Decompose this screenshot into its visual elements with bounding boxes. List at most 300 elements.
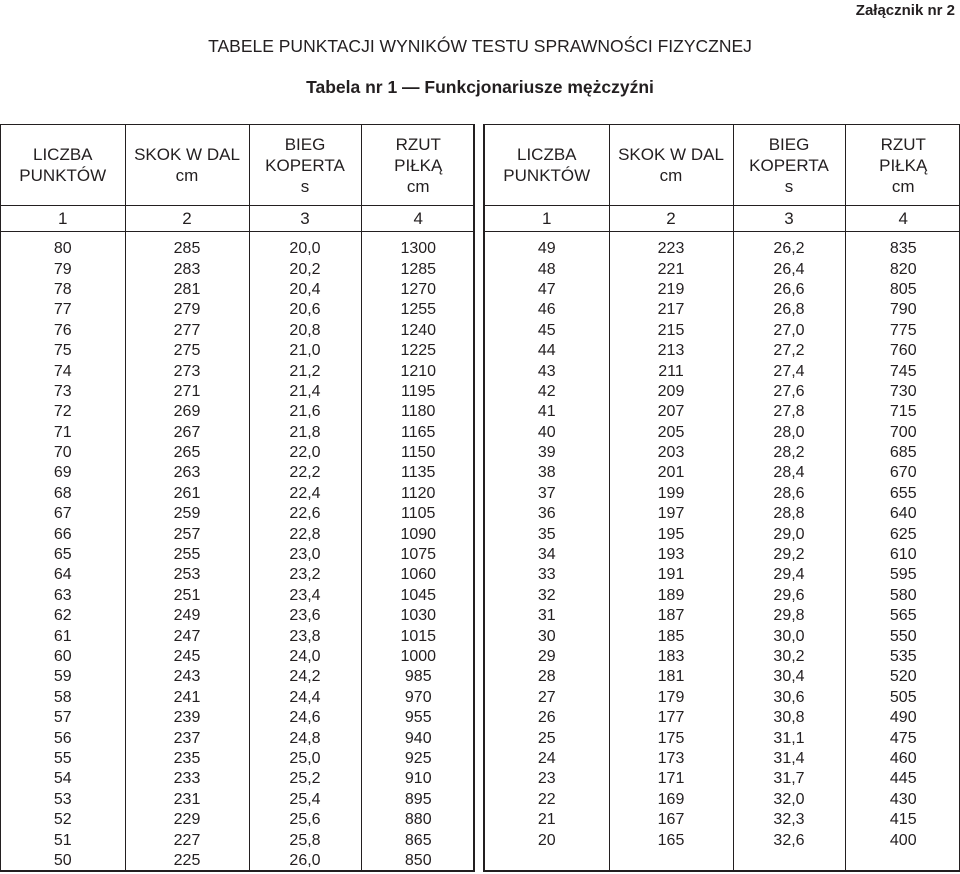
table-cell: 42	[485, 382, 609, 402]
table-row	[1, 790, 475, 810]
column-header-line: KOPERTA	[265, 155, 345, 175]
table-cell: 715	[889, 403, 917, 421]
table-cell: 247	[125, 626, 249, 646]
table-cell: 1255	[400, 301, 437, 319]
table-cell: 1075	[400, 546, 437, 564]
table-row	[1, 341, 475, 361]
score-table	[485, 125, 960, 871]
table-cell: 505	[889, 688, 917, 706]
table-cell: 31,4	[733, 749, 845, 769]
table-cell: 790	[889, 301, 917, 319]
table-cell: 20,4	[249, 280, 361, 300]
table-cell: 75	[1, 341, 125, 361]
table-cell: 29,0	[733, 524, 845, 544]
header-row	[1, 125, 475, 206]
annex-label: Załącznik nr 2	[855, 2, 955, 19]
table-cell: 20,0	[249, 239, 361, 259]
table-row	[485, 830, 960, 850]
table-cell: 23,6	[249, 606, 361, 626]
table-row	[1, 769, 475, 789]
table-cell: 237	[125, 728, 249, 748]
table-cell: 68	[1, 484, 125, 504]
table-cell: 185	[609, 626, 733, 646]
table-row	[485, 280, 960, 300]
table-row	[485, 300, 960, 320]
table-row	[1, 259, 475, 279]
table-cell: 59	[1, 667, 125, 687]
table-cell: 271	[125, 382, 249, 402]
table-cell: 655	[889, 484, 917, 502]
column-header-line: RZUT	[395, 134, 441, 154]
table-cell: 30	[485, 626, 609, 646]
table-subtitle: Tabela nr 1 — Funkcjonariusze mężczyźni	[306, 77, 654, 97]
table-cell: 700	[889, 423, 917, 441]
table-cell: 565	[889, 607, 917, 625]
column-header-line: SKOK W DAL	[134, 145, 240, 164]
table-cell: 229	[125, 810, 249, 830]
table-cell: 207	[609, 402, 733, 422]
column-header-line: PIŁKĄ	[879, 155, 928, 175]
column-header-line: cm	[406, 176, 430, 196]
table-cell: 1300	[400, 240, 437, 258]
table-cell: 179	[609, 688, 733, 708]
table-cell: 20,6	[249, 300, 361, 320]
table-cell: 279	[125, 300, 249, 320]
column-header-line: SKOK W DAL	[618, 145, 724, 164]
table-cell: 181	[609, 667, 733, 687]
table-cell: 169	[609, 790, 733, 810]
table-cell: 925	[404, 749, 432, 767]
table-cell: 445	[889, 770, 917, 788]
table-cell: 265	[125, 443, 249, 463]
table-cell: 535	[889, 648, 917, 665]
table-cell: 239	[125, 708, 249, 728]
table-cell: 850	[404, 851, 432, 869]
table-cell: 27,6	[733, 382, 845, 402]
table-cell: 1195	[401, 382, 436, 400]
table-cell: 209	[609, 382, 733, 402]
table-cell: 189	[609, 586, 733, 606]
table-cell: 50	[1, 851, 125, 871]
column-number: 4	[361, 206, 475, 232]
table-cell: 490	[889, 709, 917, 727]
table-cell: 28,8	[733, 504, 845, 524]
table-cell: 53	[1, 790, 125, 810]
column-header-line: cm	[175, 166, 199, 185]
table-row	[485, 769, 960, 789]
column-header	[733, 125, 845, 206]
table-cell: 23,0	[249, 545, 361, 565]
table-cell: 76	[1, 321, 125, 341]
table-cell: 58	[1, 688, 125, 708]
table-cell: 67	[1, 504, 125, 524]
score-table-right	[484, 124, 960, 872]
table-cell: 940	[404, 729, 432, 747]
table-cell: 263	[125, 463, 249, 483]
table-cell: 197	[609, 504, 733, 524]
table-cell: 28	[485, 667, 609, 687]
table-cell: 25,2	[249, 769, 361, 789]
table-cell: 24,6	[249, 708, 361, 728]
column-number: 3	[249, 206, 361, 232]
table-cell: 243	[125, 667, 249, 687]
table-cell: 61	[1, 626, 125, 646]
table-cell: 31,7	[733, 769, 845, 789]
table-row	[485, 545, 960, 565]
column-header	[125, 125, 249, 206]
table-cell: 46	[485, 300, 609, 320]
table-cell: 267	[125, 423, 249, 443]
table-row	[1, 463, 475, 483]
column-header-line: s	[784, 176, 794, 196]
table-cell: 31	[485, 606, 609, 626]
table-cell: 29,2	[733, 545, 845, 565]
table-cell: 25	[485, 728, 609, 748]
column-header-line: RZUT	[880, 134, 926, 154]
table-row	[485, 565, 960, 585]
table-cell: 985	[404, 668, 432, 686]
table-cell: 60	[1, 647, 125, 667]
score-table	[1, 125, 475, 871]
table-cell: 1210	[400, 362, 437, 380]
table-cell: 415	[889, 811, 917, 829]
table-row	[1, 361, 475, 381]
table-cell: 231	[125, 790, 249, 810]
column-number: 2	[609, 206, 733, 232]
column-header-line: LICZBA	[32, 145, 93, 164]
table-cell: 69	[1, 463, 125, 483]
table-row	[485, 463, 960, 483]
table-row	[485, 259, 960, 279]
table-cell: 22,4	[249, 484, 361, 504]
table-cell: 28,0	[733, 423, 845, 443]
table-cell: 25,4	[249, 790, 361, 810]
table-cell: 73	[1, 382, 125, 402]
table-cell: 685	[889, 444, 917, 462]
table-cell: 22,2	[249, 463, 361, 483]
table-cell: 21,2	[249, 361, 361, 381]
table-cell: 1180	[401, 403, 436, 421]
table-cell: 211	[609, 361, 733, 381]
table-cell: 30,6	[733, 688, 845, 708]
table-cell: 21,8	[249, 423, 361, 443]
table-cell: 30,2	[733, 647, 845, 667]
table-row	[1, 280, 475, 300]
table-cell: 745	[889, 362, 917, 380]
table-cell: 24,0	[249, 647, 361, 667]
table-cell: 29,8	[733, 606, 845, 626]
table-cell: 1045	[400, 586, 437, 604]
table-cell: 760	[889, 342, 917, 360]
table-cell: 29	[485, 647, 609, 667]
table-cell: 64	[1, 565, 125, 585]
column-header	[845, 125, 960, 206]
table-row	[485, 749, 960, 769]
table-row	[1, 830, 475, 850]
table-cell: 199	[609, 484, 733, 504]
table-cell: 26,8	[733, 300, 845, 320]
table-cell: 23,4	[249, 586, 361, 606]
table-row	[1, 423, 475, 443]
table-cell: 1120	[401, 484, 436, 502]
column-header-line: BIEG	[284, 134, 326, 154]
table-cell: 78	[1, 280, 125, 300]
table-row	[1, 626, 475, 646]
table-cell: 24,4	[249, 688, 361, 708]
table-cell: 400	[889, 831, 917, 849]
score-tables	[0, 124, 960, 872]
table-row	[1, 321, 475, 341]
table-cell: 27,8	[733, 402, 845, 422]
table-cell: 171	[609, 769, 733, 789]
table-cell: 195	[609, 524, 733, 544]
table-cell: 1285	[400, 260, 437, 278]
table-cell: 27,0	[733, 321, 845, 341]
table-cell: 21	[485, 810, 609, 830]
table-cell: 28,4	[733, 463, 845, 483]
table-cell: 730	[889, 382, 917, 400]
table-cell: 26,0	[249, 851, 361, 871]
table-cell: 1240	[400, 321, 437, 339]
table-cell: 41	[485, 402, 609, 422]
table-row	[1, 300, 475, 320]
table-cell: 30,8	[733, 708, 845, 728]
table-row	[485, 728, 960, 748]
table-cell: 175	[609, 728, 733, 748]
table-cell: 1015	[400, 627, 437, 645]
table-separator	[474, 124, 484, 872]
column-header-line: PUNKTÓW	[503, 166, 591, 185]
column-header-line: s	[300, 176, 310, 196]
table-cell: 1150	[401, 444, 436, 462]
table-row	[485, 484, 960, 504]
table-cell: 45	[485, 321, 609, 341]
table-cell: 25,6	[249, 810, 361, 830]
table-row	[1, 484, 475, 504]
table-cell: 71	[1, 423, 125, 443]
table-cell: 227	[125, 830, 249, 850]
table-cell: 1000	[400, 648, 437, 665]
table-cell: 241	[125, 688, 249, 708]
column-header-line: KOPERTA	[749, 155, 829, 175]
table-row	[485, 504, 960, 524]
table-row	[1, 565, 475, 585]
table-cell: 219	[609, 280, 733, 300]
table-row	[485, 586, 960, 606]
table-cell: 257	[125, 524, 249, 544]
table-row	[485, 239, 960, 259]
table-cell: 34	[485, 545, 609, 565]
table-cell: 63	[1, 586, 125, 606]
column-header-line: PIŁKĄ	[394, 155, 443, 175]
table-cell: 475	[889, 729, 917, 747]
table-cell: 35	[485, 524, 609, 544]
table-row	[485, 667, 960, 687]
table-row	[485, 443, 960, 463]
column-header-line: LICZBA	[516, 145, 577, 164]
table-cell: 640	[889, 505, 917, 523]
column-header-line: cm	[891, 176, 915, 196]
table-cell: 201	[609, 463, 733, 483]
table-cell: 269	[125, 402, 249, 422]
table-cell: 625	[889, 525, 917, 543]
table-row	[485, 708, 960, 728]
table-cell: 217	[609, 300, 733, 320]
table-cell: 32,0	[733, 790, 845, 810]
table-cell: 249	[125, 606, 249, 626]
table-row	[485, 606, 960, 626]
table-row	[485, 361, 960, 381]
table-row	[485, 341, 960, 361]
column-number-row	[485, 206, 960, 232]
table-cell: 275	[125, 341, 249, 361]
table-cell: 77	[1, 300, 125, 320]
table-cell: 20	[485, 830, 609, 850]
table-cell: 27,2	[733, 341, 845, 361]
table-cell: 1105	[401, 505, 436, 523]
table-cell: 80	[1, 239, 125, 259]
table-cell: 62	[1, 606, 125, 626]
table-cell: 225	[125, 851, 249, 871]
table-cell: 26,4	[733, 259, 845, 279]
column-number: 1	[1, 206, 125, 232]
table-cell: 233	[125, 769, 249, 789]
table-cell: 72	[1, 402, 125, 422]
table-cell: 44	[485, 341, 609, 361]
table-cell: 31,1	[733, 728, 845, 748]
table-cell: 167	[609, 810, 733, 830]
table-cell: 48	[485, 259, 609, 279]
table-cell: 22,6	[249, 504, 361, 524]
table-cell: 28,2	[733, 443, 845, 463]
column-number: 4	[845, 206, 960, 232]
table-cell: 21,4	[249, 382, 361, 402]
table-cell: 55	[1, 749, 125, 769]
table-cell: 213	[609, 341, 733, 361]
table-cell: 66	[1, 524, 125, 544]
table-cell: 820	[889, 260, 917, 278]
table-cell: 173	[609, 749, 733, 769]
table-cell: 255	[125, 545, 249, 565]
table-cell: 24	[485, 749, 609, 769]
table-cell: 187	[609, 606, 733, 626]
table-cell: 177	[609, 708, 733, 728]
table-cell: 49	[485, 239, 609, 259]
table-cell: 37	[485, 484, 609, 504]
table-cell: 251	[125, 586, 249, 606]
table-cell: 595	[889, 566, 917, 584]
table-cell: 285	[125, 239, 249, 259]
table-cell: 70	[1, 443, 125, 463]
table-cell: 805	[889, 280, 917, 298]
header-row	[485, 125, 960, 206]
table-cell: 245	[125, 647, 249, 667]
column-number-row	[1, 206, 475, 232]
table-cell: 1090	[400, 525, 437, 543]
column-header	[361, 125, 475, 206]
column-number: 3	[733, 206, 845, 232]
table-cell: 30,4	[733, 667, 845, 687]
table-row	[485, 647, 960, 667]
table-cell: 203	[609, 443, 733, 463]
column-number: 2	[125, 206, 249, 232]
table-cell: 22,0	[249, 443, 361, 463]
table-row	[485, 790, 960, 810]
table-cell: 835	[889, 240, 917, 258]
table-cell: 1165	[401, 423, 436, 441]
table-row	[485, 626, 960, 646]
table-cell: 1060	[400, 566, 437, 584]
table-cell: 25,0	[249, 749, 361, 769]
table-row	[1, 545, 475, 565]
table-cell: 21,0	[249, 341, 361, 361]
table-cell: 215	[609, 321, 733, 341]
table-cell: 277	[125, 321, 249, 341]
table-cell: 27,4	[733, 361, 845, 381]
table-row	[1, 749, 475, 769]
table-cell: 775	[889, 321, 917, 339]
table-cell: 23	[485, 769, 609, 789]
table-row	[1, 647, 475, 667]
table-cell: 1030	[400, 607, 437, 625]
table-cell: 221	[609, 259, 733, 279]
table-cell: 261	[125, 484, 249, 504]
table-cell: 610	[889, 546, 917, 564]
table-cell: 26	[485, 708, 609, 728]
table-cell: 26,6	[733, 280, 845, 300]
score-table-left	[0, 124, 474, 872]
table-cell: 20,8	[249, 321, 361, 341]
table-cell: 36	[485, 504, 609, 524]
table-row	[485, 524, 960, 544]
table-row	[485, 402, 960, 422]
table-cell: 205	[609, 423, 733, 443]
table-cell: 880	[404, 811, 432, 829]
table-cell: 79	[1, 259, 125, 279]
table-cell: 30,0	[733, 626, 845, 646]
table-cell: 65	[1, 545, 125, 565]
table-cell: 32	[485, 586, 609, 606]
table-cell: 32,3	[733, 810, 845, 830]
table-cell: 273	[125, 361, 249, 381]
table-cell: 550	[889, 627, 917, 645]
column-header-line: BIEG	[768, 134, 810, 154]
table-cell: 223	[609, 239, 733, 259]
table-row	[485, 688, 960, 708]
table-row	[1, 708, 475, 728]
table-cell: 33	[485, 565, 609, 585]
table-row	[1, 606, 475, 626]
table-row	[485, 810, 960, 830]
table-cell: 24,2	[249, 667, 361, 687]
table-cell: 910	[404, 770, 432, 788]
table-cell: 520	[889, 668, 917, 686]
column-header-line: cm	[659, 166, 683, 185]
table-cell: 235	[125, 749, 249, 769]
table-row	[485, 321, 960, 341]
column-number: 1	[485, 206, 609, 232]
table-cell: 253	[125, 565, 249, 585]
table-cell: 580	[889, 586, 917, 604]
table-cell: 865	[404, 831, 432, 849]
table-row	[1, 810, 475, 830]
table-row	[485, 382, 960, 402]
table-cell: 430	[889, 790, 917, 808]
table-cell: 26,2	[733, 239, 845, 259]
table-cell: 54	[1, 769, 125, 789]
table-cell: 51	[1, 830, 125, 850]
table-cell: 74	[1, 361, 125, 381]
